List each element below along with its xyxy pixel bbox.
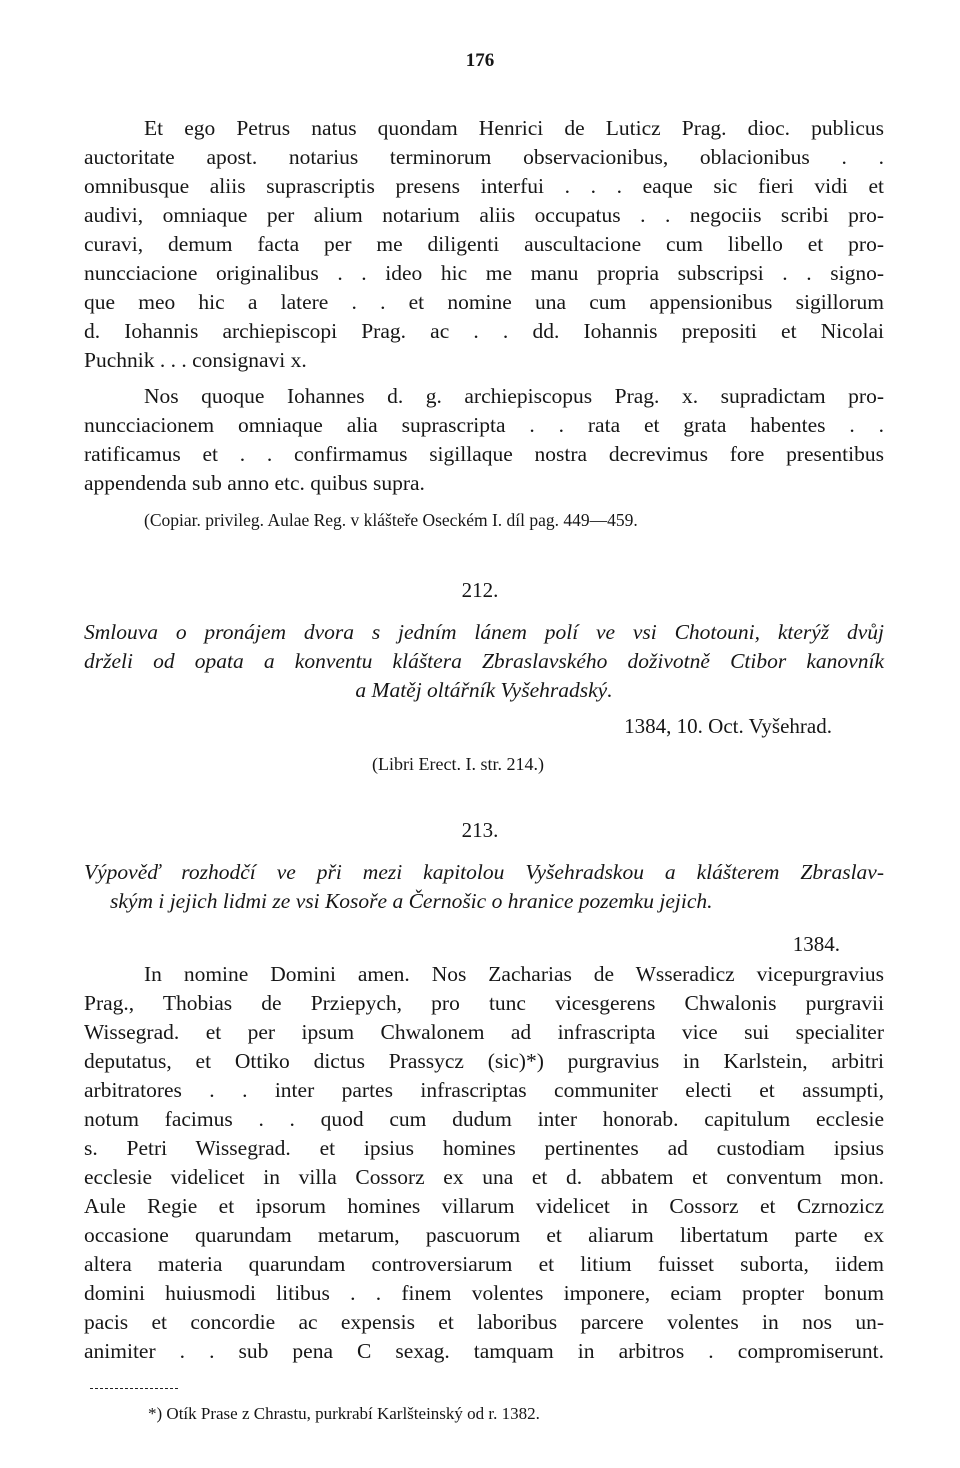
- title-line: Výpověď rozhodčí ve při mezi kapitolou Vyšehradskou a klášterem Zbraslav-: [84, 860, 884, 884]
- text-line: Nos quoque Iohannes d. g. archiepiscopus Prag. x. supradictam pro-: [144, 384, 884, 408]
- title-line: ským i jejich lidmi ze vsi Kosoře a Černošic o hranice pozemku jejich.: [110, 889, 713, 913]
- citation-text: (Copiar. privileg. Aulae Reg. v klášteře Oseckém I. díl pag. 449—459.: [144, 510, 638, 530]
- text-line: animiter . . sub pena C sexag. tamquam in arbitros . compromiserunt.: [84, 1339, 884, 1363]
- text-line: ecclesie videlicet in villa Cossorz ex una et d. abbatem et conventum mon.: [84, 1165, 884, 1189]
- source-citation: [144, 510, 884, 531]
- text-line: domini huiusmodi litibus . . finem volentes imponere, eciam propter bonum: [84, 1281, 884, 1305]
- text-line: que meo hic a latere . . et nomine una cum appensionibus sigillorum: [84, 290, 884, 314]
- document-212-title: [84, 618, 884, 705]
- text-line: curavi, demum facta per me diligenti auscultacione cum libello et pro-: [84, 232, 884, 256]
- text-line: occasione quarundam metarum, pascuorum et aliarum libertatum parte ex: [84, 1223, 884, 1247]
- document-number-212: 212.: [461, 578, 499, 602]
- text-line: arbitratores . . inter partes infrascriptas communiter electi et assumpti,: [84, 1078, 884, 1102]
- notary-subscription: [84, 114, 884, 375]
- text-line: nuncciacione originalibus . . ideo hic me manu propria subscripsi . . signo-: [84, 261, 884, 285]
- text-line: auctoritate apost. notarius terminorum observacionibus, oblacionibus . .: [84, 145, 884, 169]
- document-212-date-place: 1384, 10. Oct. Vyšehrad.: [624, 714, 832, 738]
- text-line: Et ego Petrus natus quondam Henrici de Luticz Prag. dioc. publicus: [144, 116, 884, 140]
- text-line: s. Petri Wissegrad. et ipsius homines pertinentes ad custodiam ipsius: [84, 1136, 884, 1160]
- document-213-date: 1384.: [792, 932, 840, 956]
- document-213-body: [84, 960, 884, 1366]
- document-212-source: (Libri Erect. I. str. 214.): [372, 754, 544, 774]
- text-line: Prag., Thobias de Prziepych, pro tunc vicesgerens Chwalonis purgravii: [84, 991, 884, 1015]
- text-line: omnibusque aliis suprascriptis presens interfui . . . eaque sic fieri vidi et: [84, 174, 884, 198]
- text-line: ratificamus et . . confirmamus sigillaque nostra decrevimus fore presentibus: [84, 442, 884, 466]
- document-number-213: 213.: [461, 818, 499, 842]
- title-line: drželi od opata a konventu kláštera Zbraslavského doživotně Ctibor kanovník: [84, 649, 884, 673]
- footnote-separator: [90, 1388, 178, 1389]
- text-line: deputatus, et Ottiko dictus Prassycz (sic)*) purgravius in Karlstein, arbitri: [84, 1049, 884, 1073]
- archbishop-ratification: [84, 382, 884, 498]
- text-line: appendenda sub anno etc. quibus supra.: [84, 471, 425, 495]
- text-line: d. Iohannis archiepiscopi Prag. ac . . dd. Iohannis prepositi et Nicolai: [84, 319, 884, 343]
- document-213-title: [84, 858, 884, 916]
- text-line: In nomine Domini amen. Nos Zacharias de Wsseradicz vicepurgravius: [144, 962, 884, 986]
- text-line: altera materia quarundam controversiarum et litium fuisset suborta, iidem: [84, 1252, 884, 1276]
- title-line: Smlouva o pronájem dvora s jedním lánem polí ve vsi Chotouni, kterýž dvůj: [84, 620, 884, 644]
- page-number: 176: [465, 50, 495, 71]
- title-line: a Matěj oltářník Vyšehradský.: [355, 678, 613, 702]
- footnote: *) Otík Prase z Chrastu, purkrabí Karlšteinský od r. 1382.: [148, 1404, 540, 1423]
- text-line: Aule Regie et ipsorum homines villarum videlicet in Cossorz et Czrnozicz: [84, 1194, 884, 1218]
- text-line: Puchnik . . . consignavi x.: [84, 348, 307, 372]
- text-line: nuncciacionem omniaque alia suprascripta . . rata et grata habentes . .: [84, 413, 884, 437]
- text-line: Wissegrad. et per ipsum Chwalonem ad infrascripta vice sui specialiter: [84, 1020, 884, 1044]
- text-line: pacis et concordie ac expensis et laboribus parcere volentes in nos un-: [84, 1310, 884, 1334]
- text-line: notum facimus . . quod cum dudum inter honorab. capitulum ecclesie: [84, 1107, 884, 1131]
- text-line: audivi, omniaque per alium notarium aliis occupatus . . negociis scribi pro-: [84, 203, 884, 227]
